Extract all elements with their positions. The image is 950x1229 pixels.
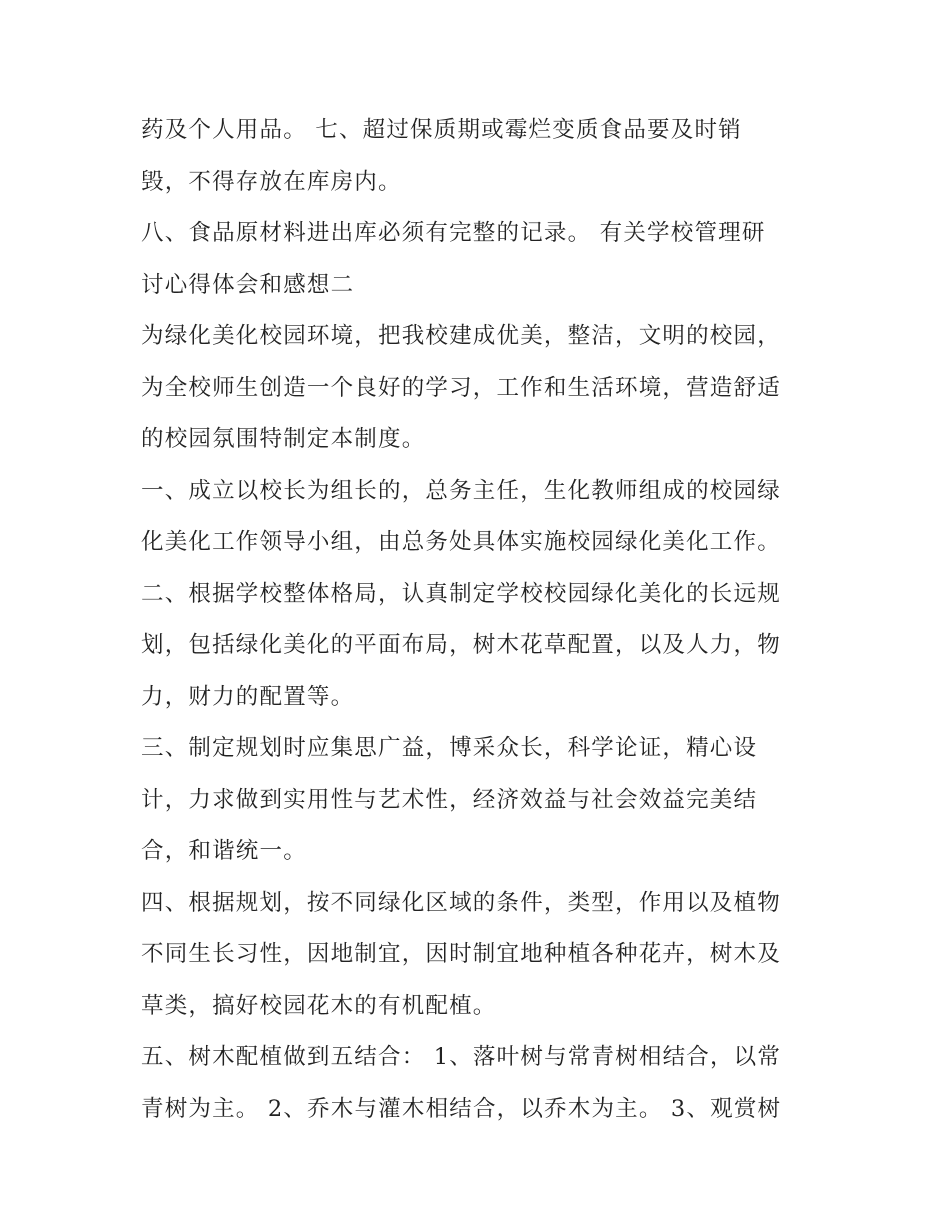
text-line: 化美化工作领导小组，由总务处具体实施校园绿化美化工作。 [141,529,781,555]
text-line: 不同生长习性，因地制宜，因时制宜地种植各种花卉，树木及 [141,941,781,967]
text-line: 为绿化美化校园环境，把我校建成优美，整洁，文明的校园， [141,323,781,349]
text-line: 力，财力的配置等。 [141,683,355,710]
text-line: 药及个人用品。 七、超过保质期或霉烂变质食品要及时销 [141,117,742,143]
text-line: 青树为主。 2、乔木与灌木相结合，以乔木为主。 3、观赏树 [141,1095,782,1122]
text-line: 毁，不得存放在库房内。 [141,168,402,195]
text-line: 合，和谐统一。 [141,838,307,864]
text-line: 三、制定规划时应集思广益，博采众长，科学论证，精心设 [141,735,758,761]
text-line: 划，包括绿化美化的平面布局，树木花草配置，以及人力，物 [141,632,781,658]
document-body [141,107,821,1137]
text-line: 为全校师生创造一个良好的学习，工作和生活环境，营造舒适 [141,374,781,401]
text-line: 一、成立以校长为组长的，总务主任，生化教师组成的校园绿 [141,477,781,504]
text-line: 计，力求做到实用性与艺术性，经济效益与社会效益完美结 [141,786,758,813]
text-line: 二、根据学校整体格局，认真制定学校校园绿化美化的长远规 [141,580,781,607]
text-line: 四、根据规划，按不同绿化区域的条件，类型，作用以及植物 [141,889,781,916]
text-line: 的校园氛围特制定本制度。 [141,426,426,452]
text-line: 五、树木配植做到五结合： 1、落叶树与常青树相结合，以常 [141,1044,782,1070]
text-line: 八、食品原材料进出库必须有完整的记录。 有关学校管理研 [141,220,766,246]
text-line: 草类，搞好校园花木的有机配植。 [141,992,497,1019]
text-line: 讨心得体会和感想二 [141,271,355,298]
